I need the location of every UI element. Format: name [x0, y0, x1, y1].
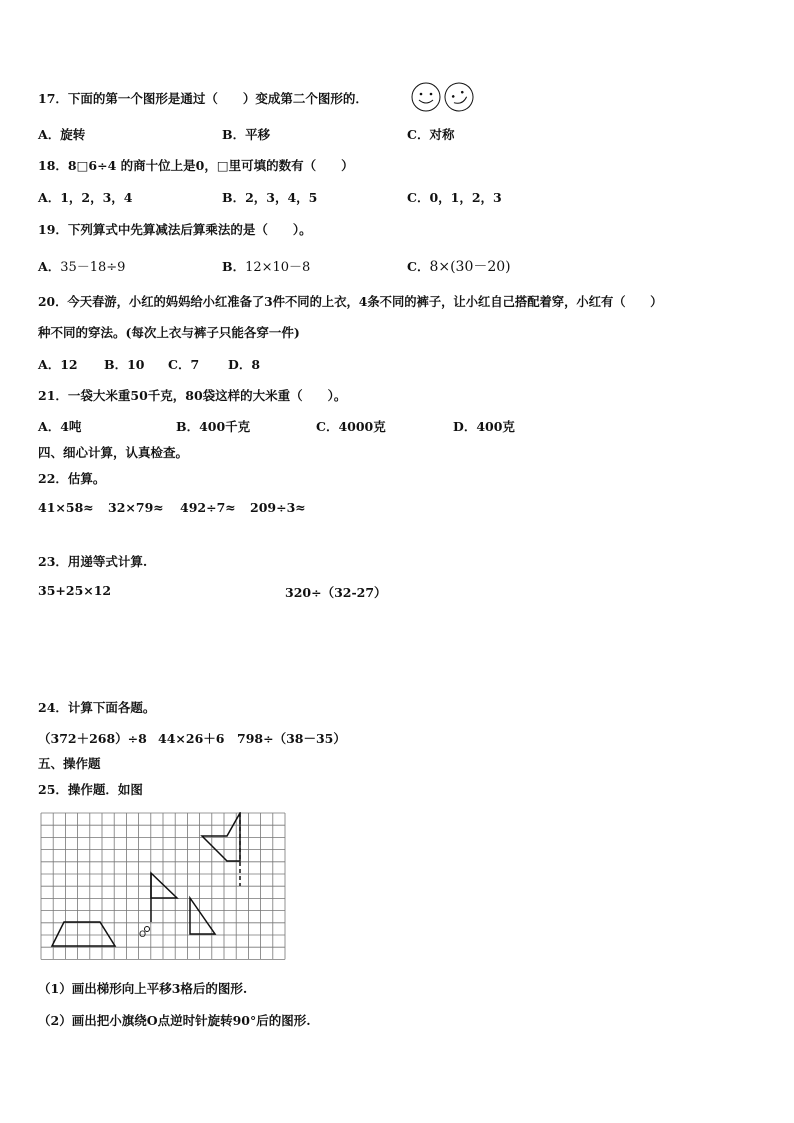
smiley-face-tilted-icon	[440, 82, 477, 112]
q18-option-b: B．2，3，4，5	[222, 190, 318, 205]
smiley-face-icon	[412, 83, 440, 111]
right-triangle-shape	[190, 898, 215, 934]
q19-option-c	[407, 256, 511, 276]
q20-option-b: B．10	[104, 357, 145, 372]
q25-task-2: （2）画出把小旗绕O点逆时针旋转90°后的图形.	[38, 1013, 311, 1028]
q17-option-a: A．旋转	[38, 127, 86, 142]
option-expression: 8×(30－20)	[429, 259, 511, 275]
q21-option-d: D．400克	[453, 419, 515, 434]
option-letter: C．	[407, 259, 430, 274]
q24-item-3: 798÷（38－35）	[237, 731, 346, 746]
smiley-faces-figure	[409, 82, 477, 112]
q23-text: 23．用递等式计算.	[38, 554, 148, 569]
q24-item-1: （372＋268）÷8	[38, 731, 147, 746]
q21-text: 21．一袋大米重50千克，80袋这样的大米重（ ）。	[38, 388, 347, 403]
q22-item-4: 209÷3≈	[250, 500, 306, 515]
section-4-heading: 四、细心计算，认真检查。	[38, 445, 189, 460]
trapezoid-shape	[52, 922, 115, 946]
q22-item-1: 41×58≈	[38, 500, 94, 515]
q17-option-b: B．平移	[222, 127, 271, 142]
q19-text: 19．下列算式中先算减法后算乘法的是（ ）。	[38, 222, 312, 237]
q21-option-b: B．400千克	[176, 419, 251, 434]
option-letter: B．	[222, 259, 246, 274]
option-letter: A．	[38, 259, 61, 274]
q20-text-line2: 种不同的穿法。(每次上衣与裤子只能各穿一件)	[38, 325, 300, 340]
q19-option-a	[38, 256, 125, 275]
q22-item-3: 492÷7≈	[180, 500, 236, 515]
option-expression: 35－18÷9	[60, 260, 126, 275]
q21-option-c: C．4000克	[316, 419, 386, 434]
point-o-label: O	[139, 930, 147, 940]
flag-shape	[151, 873, 177, 922]
q18-text: 18．8□6÷4 的商十位上是0，□里可填的数有（ ）	[38, 158, 354, 173]
q20-option-d: D．8	[228, 357, 261, 372]
q18-option-c: C．0，1，2，3	[407, 190, 502, 205]
q24-text: 24．计算下面各题。	[38, 700, 156, 715]
q17-option-c: C．对称	[407, 127, 455, 142]
q24-item-2: 44×26＋6	[158, 731, 225, 746]
q23-item-1: 35+25×12	[38, 583, 112, 598]
q20-option-a: A．12	[38, 357, 78, 372]
section-5-heading: 五、操作题	[38, 756, 101, 771]
q25-text: 25．操作题．如图	[38, 782, 143, 797]
q20-option-c: C．7	[168, 357, 200, 372]
operation-grid	[40, 812, 294, 964]
grid-lines	[41, 813, 285, 959]
q18-option-a: A．1，2，3，4	[38, 190, 133, 205]
option-expression: 12×10－8	[245, 260, 311, 275]
q25-task-1: （1）画出梯形向上平移3格后的图形.	[38, 981, 248, 996]
q22-item-2: 32×79≈	[108, 500, 164, 515]
q17-text: 17．下面的第一个图形是通过（ ）变成第二个图形的．	[38, 91, 368, 106]
q20-text-line1: 20．今天春游，小红的妈妈给小红准备了3件不同的上衣，4条不同的裤子，让小红自己搭配着穿，小红有（ ）	[38, 294, 663, 309]
q21-option-a: A．4吨	[38, 419, 82, 434]
q19-option-b	[222, 256, 310, 275]
q23-item-2: 320÷（32-27）	[285, 585, 387, 600]
q22-text: 22．估算。	[38, 471, 106, 486]
